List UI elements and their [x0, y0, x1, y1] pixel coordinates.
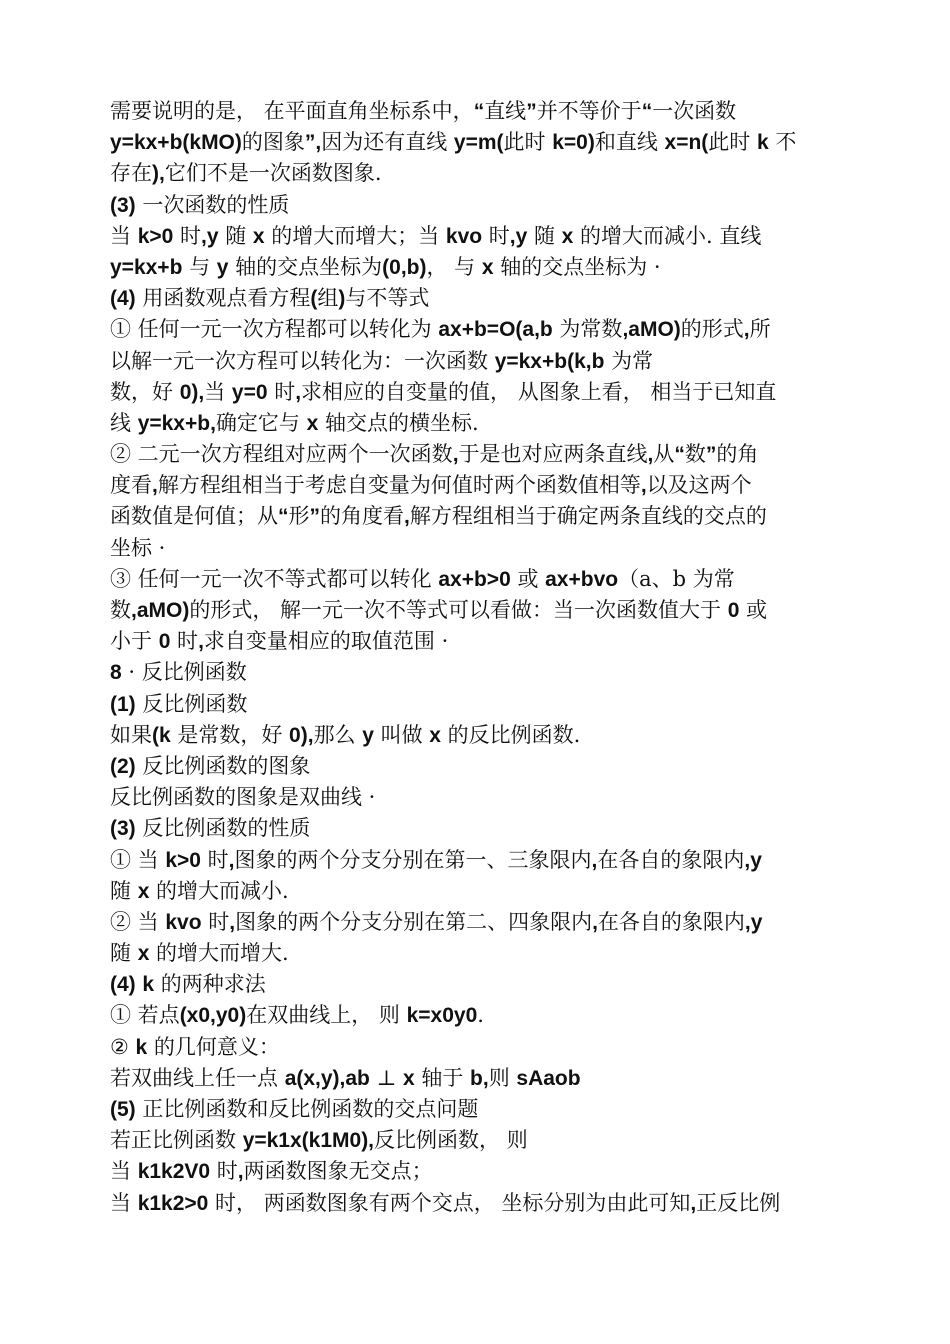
text-run: 时， 两函数图象有两个交点， 坐标分别为由此可知 — [208, 1190, 691, 1215]
text-run: 从 — [653, 442, 675, 467]
text-run: ) — [338, 287, 346, 311]
text-line — [110, 782, 850, 813]
text-run: , — [404, 505, 410, 529]
text-run: 8 — [110, 661, 122, 685]
text-run: (k — [152, 723, 171, 747]
text-run: 的角度看 — [320, 504, 404, 529]
text-run: k — [142, 973, 155, 997]
text-line — [110, 876, 850, 907]
text-run: “ — [278, 505, 289, 529]
text-run: 形 — [288, 504, 310, 529]
text-run: (3) — [110, 817, 136, 841]
document-page — [110, 96, 850, 1219]
text-line — [110, 190, 850, 221]
text-run: 时 — [267, 379, 296, 404]
text-run: , — [237, 1160, 244, 1184]
text-run: 随 — [218, 223, 253, 248]
text-run: 的角 — [716, 442, 759, 467]
text-run: 确定它与 — [215, 410, 307, 435]
text-run: 坐标 · — [110, 535, 166, 560]
text-run: 轴于 — [414, 1065, 471, 1090]
text-run: , — [228, 848, 235, 872]
text-run: 反比例函数 — [135, 691, 248, 716]
text-run: 的增大而增大；当 — [264, 223, 446, 248]
text-run: 此时 — [503, 130, 553, 155]
text-run: 反比例函数， 则 — [374, 1128, 528, 1153]
text-run: 数，好 — [110, 379, 180, 404]
text-line — [110, 1188, 850, 1219]
text-run: 时 — [200, 847, 229, 872]
text-run: ② — [110, 1034, 136, 1059]
text-run: 随 — [527, 223, 562, 248]
text-line — [110, 408, 850, 439]
text-run: 时 — [482, 223, 510, 248]
text-run: ,y — [509, 224, 528, 248]
text-run: ① 若点 — [110, 1003, 180, 1028]
text-line — [110, 252, 850, 283]
text-run: 轴的交点坐标为 · — [493, 254, 661, 279]
text-run: ”, — [304, 131, 322, 155]
text-run: 是常数，好 — [170, 722, 290, 747]
text-run: 求自变量相应的取值范围 · — [203, 629, 449, 654]
text-line — [110, 377, 850, 408]
text-run: （a、b 为常 — [618, 566, 735, 591]
text-run: y — [362, 723, 374, 747]
text-run: 与 — [182, 254, 217, 279]
text-run: y=m( — [453, 131, 504, 155]
text-run: 的形式 — [680, 317, 744, 342]
text-run: ① 任何一元一次方程都可以转化为 — [110, 317, 439, 342]
text-run: “ — [473, 100, 485, 123]
text-run: (3) — [110, 193, 136, 217]
text-line — [110, 1156, 850, 1187]
text-line — [110, 96, 850, 127]
text-run: 数 — [110, 598, 131, 622]
text-line — [110, 907, 850, 938]
text-run: (1) — [110, 692, 136, 716]
text-run: 或 — [510, 566, 546, 591]
text-run: 正反比例 — [696, 1190, 781, 1215]
text-run: 反比例函数的图象是双曲线 · — [110, 785, 376, 810]
text-run: (x0,y0) — [179, 1004, 247, 1028]
text-run: 用函数观点看方程 — [135, 286, 311, 311]
text-run: ③ 任何一元一次不等式都可以转化 — [110, 566, 439, 591]
text-line — [110, 283, 850, 314]
text-run: 当 — [110, 1190, 138, 1215]
text-line — [110, 969, 850, 1000]
text-run: 的几何意义： — [147, 1034, 280, 1059]
text-run: 以解一元一次方程可以转化为：一次函数 — [110, 348, 495, 373]
text-run: x — [137, 942, 150, 966]
text-run: 或 — [739, 598, 768, 622]
text-run: , — [229, 910, 236, 934]
text-run: 的两种求法 — [154, 972, 266, 997]
text-run: y=kx+b(kMO) — [110, 131, 242, 155]
text-run: 的图象 — [241, 130, 305, 155]
text-run: 的增大而减小. — [149, 878, 289, 903]
text-run: ② 当 — [110, 909, 166, 934]
text-run: 和直线 — [594, 130, 665, 155]
text-line — [110, 314, 850, 345]
text-run: 因为还有直线 — [321, 130, 454, 155]
text-run: 数 — [684, 442, 706, 467]
text-run: 随 — [110, 941, 138, 966]
text-line — [110, 689, 850, 720]
text-run: 并不等价于 — [536, 99, 642, 123]
text-run: 正比例函数和反比例函数的交点问题 — [135, 1097, 479, 1121]
text-run: (0,b) — [382, 255, 427, 279]
text-run: 0), — [179, 380, 205, 404]
text-run: ” — [309, 505, 320, 529]
text-run: 若双曲线上任一点 — [110, 1065, 285, 1090]
text-run: 所 — [749, 317, 771, 342]
text-run: ,aMO) — [622, 318, 681, 342]
text-run: 图象的两个分支分别在第二、四象限内 — [235, 909, 593, 934]
text-run: ,aMO) — [131, 599, 190, 622]
text-run: 时 — [201, 909, 230, 934]
text-run: 时 — [210, 1159, 238, 1184]
text-run: 存在 — [110, 161, 152, 186]
text-line — [110, 751, 850, 782]
text-line — [110, 221, 850, 252]
text-run: 那么 — [313, 722, 363, 747]
text-run: , — [591, 848, 598, 872]
text-line — [110, 657, 850, 688]
text-run: 轴的交点坐标为 — [228, 254, 383, 279]
text-run: ), — [152, 162, 165, 186]
text-run: a(x,y),ab — [284, 1066, 370, 1090]
text-run: 需要说明的是， 在平面直角坐标系中， — [110, 99, 474, 123]
text-line — [110, 845, 850, 876]
text-run: 一次函数的性质 — [135, 192, 290, 217]
text-run: ,y — [744, 848, 762, 872]
text-line — [110, 470, 850, 501]
text-run: k>0 — [137, 224, 174, 248]
text-run: 的增大而减小. 直线 — [573, 223, 762, 248]
text-run: , — [592, 910, 598, 934]
text-run: . — [477, 1003, 484, 1028]
text-run: 0 — [727, 599, 740, 622]
text-line — [110, 813, 850, 844]
text-run: 当 — [110, 1159, 138, 1184]
text-run: 如果 — [110, 722, 152, 747]
text-run: k=x0y0 — [406, 1004, 478, 1028]
text-run: k — [756, 131, 769, 155]
text-run: ax+bvo — [545, 567, 619, 591]
text-line — [110, 533, 850, 564]
text-run: 图象的两个分支分别在第一、三象限内 — [234, 847, 592, 872]
text-line — [110, 1063, 850, 1094]
text-run: ” — [705, 443, 717, 467]
text-run: y=k1x(k1M0), — [242, 1129, 375, 1153]
text-run: 叫做 — [373, 722, 430, 747]
text-run: k1k2>0 — [137, 1191, 209, 1215]
text-run: x — [403, 1066, 415, 1090]
text-run: , — [647, 443, 654, 467]
text-run: (5) — [110, 1098, 136, 1121]
text-run: sAaob — [516, 1066, 581, 1090]
text-run: 直线 — [484, 99, 527, 123]
text-run: kvo — [445, 224, 483, 248]
text-run: 随 — [110, 878, 138, 903]
text-run: 函数值是何值；从 — [110, 504, 278, 529]
text-run: 反比例函数的性质 — [135, 816, 311, 841]
text-run: y=kx+b(k,b — [494, 349, 605, 373]
text-run: 两函数图象无交点； — [243, 1159, 433, 1184]
text-run: “ — [641, 100, 653, 123]
text-line — [110, 1000, 850, 1031]
text-run: , — [295, 380, 302, 404]
text-run: ⊥ — [369, 1065, 403, 1090]
text-run: x — [137, 879, 150, 903]
text-run: (4) — [110, 973, 136, 997]
text-run: y=kx+b, — [137, 411, 216, 435]
text-run: 的形式， 解一元一次不等式可以看做：当一次函数值大于 — [189, 598, 728, 622]
text-run: 轴交点的横坐标. — [318, 410, 479, 435]
text-run: 组 — [317, 286, 339, 311]
text-run: x — [429, 723, 441, 747]
text-run: , — [198, 630, 204, 654]
text-run: k=0) — [552, 131, 595, 155]
text-run: 0 — [158, 630, 171, 654]
text-run: 0), — [289, 723, 314, 747]
text-run: 它们不是一次函数图象. — [164, 161, 382, 186]
text-run: ax+b=O(a,b — [438, 318, 553, 342]
text-run: k>0 — [165, 848, 201, 872]
text-run: 时 — [170, 629, 199, 654]
text-run: 不 — [768, 130, 797, 155]
text-run: 的增大而增大. — [149, 941, 289, 966]
text-run: y=kx+b — [110, 255, 183, 279]
text-line — [110, 439, 850, 470]
text-run: “ — [674, 443, 685, 467]
text-run: y=0 — [231, 380, 268, 404]
text-run: (4) — [110, 287, 136, 311]
text-run: 反比例函数的图象 — [135, 753, 311, 778]
text-run: kvo — [165, 910, 202, 934]
text-run: x — [252, 224, 265, 248]
text-run: 在各自的象限内 — [597, 909, 745, 934]
text-run: 当 — [110, 223, 138, 248]
text-run: (2) — [110, 754, 136, 778]
text-run: ② 二元一次方程组对应两个一次函数 — [110, 442, 453, 467]
text-run: y — [216, 255, 229, 279]
text-run: x — [306, 411, 319, 435]
text-line — [110, 1094, 850, 1125]
text-run: ， 与 — [426, 254, 482, 279]
text-line — [110, 626, 850, 657]
text-run: 度看 — [110, 473, 152, 498]
text-run: 当 — [204, 379, 232, 404]
text-run: 与不等式 — [345, 286, 430, 311]
text-run: x — [561, 224, 574, 248]
text-line — [110, 346, 850, 377]
text-run: 若正比例函数 — [110, 1128, 243, 1153]
text-run: ,y — [201, 224, 219, 248]
text-run: 于是也对应两条直线 — [458, 442, 648, 467]
text-line — [110, 501, 850, 532]
text-run: ( — [310, 287, 318, 311]
text-run: , — [452, 443, 459, 467]
text-run: 解方程组相当于确定两条直线的交点的 — [409, 504, 767, 529]
text-run: 为常数 — [552, 317, 623, 342]
text-line — [110, 720, 850, 751]
text-line — [110, 938, 850, 969]
text-line — [110, 564, 850, 595]
text-run: ” — [526, 100, 537, 123]
text-run: ax+b>0 — [438, 567, 511, 591]
text-run: , — [640, 474, 647, 498]
text-run: k1k2V0 — [137, 1160, 211, 1184]
text-run: x=n( — [664, 131, 709, 155]
text-line — [110, 127, 850, 158]
text-run: 小于 — [110, 629, 159, 654]
text-run: 在双曲线上， 则 — [246, 1003, 407, 1028]
text-line — [110, 595, 850, 626]
text-run: 则 — [488, 1065, 517, 1090]
text-run: 在各自的象限内 — [597, 847, 745, 872]
text-run: · 反比例函数 — [121, 660, 247, 685]
text-run: b, — [470, 1066, 489, 1090]
text-run: , — [690, 1191, 697, 1215]
text-run: ,y — [744, 910, 763, 934]
text-run: , — [152, 474, 158, 498]
text-run: 一次函数 — [652, 99, 737, 123]
text-run: , — [743, 318, 750, 342]
text-line — [110, 1032, 850, 1063]
text-run: 求相应的自变量的值， 从图象上看， 相当于已知直 — [301, 379, 777, 404]
text-run: 此时 — [708, 130, 757, 155]
text-run: ① 当 — [110, 847, 166, 872]
text-run: 时 — [173, 223, 201, 248]
text-line — [110, 158, 850, 189]
text-line — [110, 1125, 850, 1156]
text-run: 以及这两个 — [646, 473, 752, 498]
text-run: 线 — [110, 410, 138, 435]
text-run: 的反比例函数. — [440, 722, 581, 747]
text-run: k — [135, 1035, 148, 1059]
text-run: 为常 — [604, 348, 654, 373]
text-run: 解方程组相当于考虑自变量为何值时两个函数值相等 — [157, 473, 641, 498]
text-run: x — [481, 255, 494, 279]
